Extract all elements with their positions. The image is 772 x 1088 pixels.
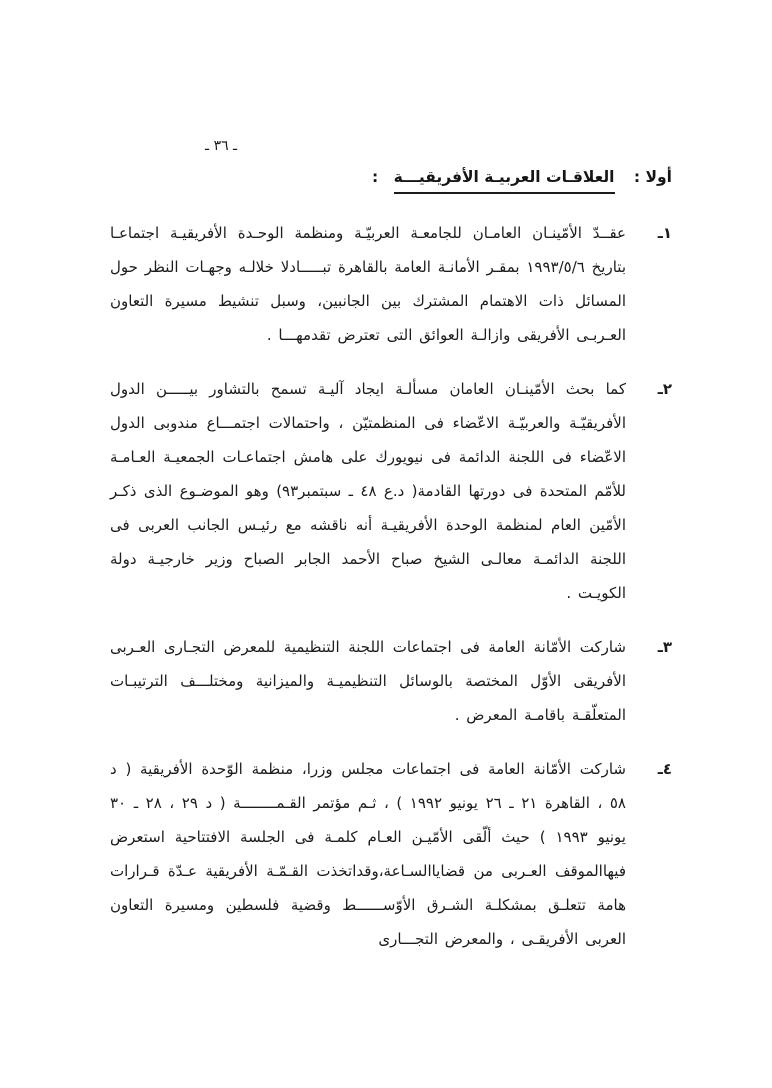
section-heading [110,168,672,186]
paragraph-text: شاركت الأمّانة العامة فى اجتماعات مجلس وزرا، منظمة الوّحدة الأفريقية ( د ٥٨ ، القاهرة ٢١ ـ ٢٦ يونيو ١٩٩٢ ) ، ثـم مؤتمر القـمــــــــة ( د ٢٩ ، ٢٨ ـ ٣٠ يونيو ١٩٩٣ ) حيث ألّقى الأمّيـن العـام كلمـة فى الجلسة الافتتاحية استعرض فيهاالموقف العـربى من قضاياالسـاعة،وقداتخذت القـمّـة الأفريقية عـدّة قـرارات هامة تتعلـق بمشكلـة الشـرق الأوّســــــط وقضية فلسطين ومسيرة التعاون العربى الأفريقـى ، والمعرض التجـــارى [110,760,626,948]
heading-colon: : [371,168,379,186]
paragraph-marker: ٣ـ [657,638,672,656]
paragraph-4 [110,752,672,956]
paragraph-marker: ٢ـ [657,380,672,398]
paragraph-1 [110,216,672,352]
paragraph-text: كما بحث الأمّينـان العامان مسألـة ايجاد آليـة تسمح بالتشاور بيـــــن الدول الأفريقيّـة والعربيّـة الاعّضاء فى المنظمتيّن ، واحتمالات اجتمـــاع مندوبى الدول الاعّضاء فى اللجنة الدائمة فى نيويورك على هامش اجتماعـات الجمعيـة العـامـة للأمّم المتحدة فى دورتها القادمة( د.ع ٤٨ ـ سبتمبر٩٣) وهو الموضـوع الذى ذكـر الأمّين العام لمنظمة الوحدة الأفريقيـة أنه ناقشه مع رئيـس الجانب العربى فى اللجنة الدائمـة معالـى الشيخ صباح الأحمد الجابر الصباح وزير خارجيـة دولة الكويـت . [110,380,626,602]
heading-title: العلاقـات العربيـة الأفريقيـــة [394,168,615,194]
paragraph-text: شاركت الأمّانة العامة فى اجتماعات اللجنة التنظيمية للمعرض التجـارى العـربى الأفريقى الأوّل المختصة بالوسائل التنظيميـة والميزانية ومختلـــف الترتيبـات المتعلّقـة باقامـة المعرض . [110,638,626,724]
heading-prefix: أولا : [633,168,672,186]
paragraph-2 [110,372,672,610]
paragraph-text: عقــدّ الأمّينـان العامـان للجامعـة العربيّـة ومنظمة الوحـدة الأفريقيـة اجتماعـا بتاريخ ١٩٩٣/٥/٦ بمقـر الأمانـة العامة بالقاهرة تبـــــادلا خلالـه وجهـات النظر حول المسائل ذات الاهتمام المشترك بين الجانبين، وسبل تنشيط مسيرة التعاون العـربـى الأفريقى وازالـة العوائق التى تعترض تقدمهـــا . [110,224,626,344]
paragraph-marker: ٤ـ [657,760,672,778]
document-content [110,168,672,976]
paragraph-3 [110,630,672,732]
page-number: ـ ٣٦ ـ [205,138,238,154]
paragraph-marker: ١ـ [657,224,672,242]
